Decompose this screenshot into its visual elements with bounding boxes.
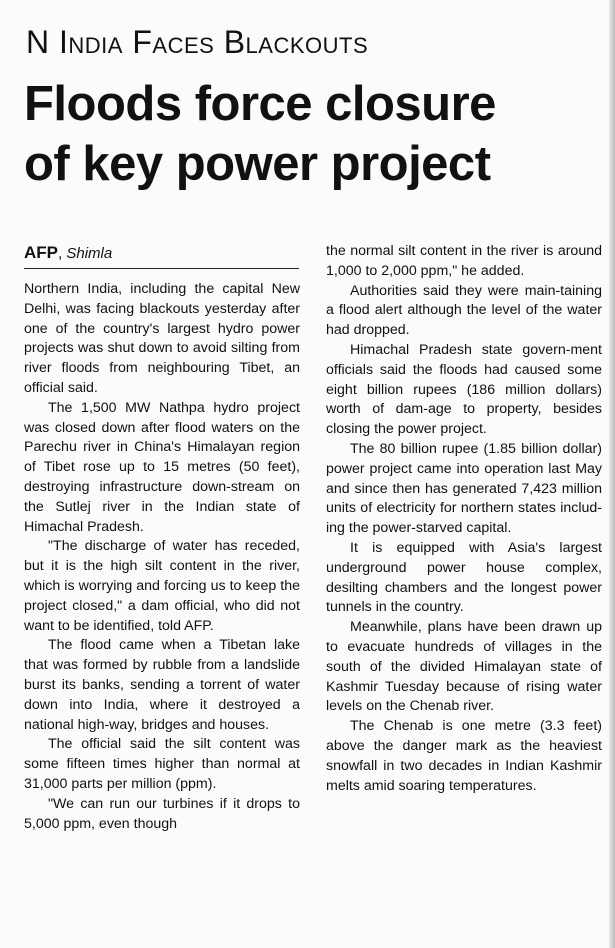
byline-rule	[24, 268, 299, 269]
paragraph: The flood came when a Tibetan lake that was formed by rubble from a landslide burst its banks, sending a torrent of water down into India, where it destroyed a national high-way, bridges and houses.	[24, 637, 300, 733]
paragraph: It is equipped with Asia's largest underground power house complex, desilting chambers and the longest power tunnels in the country.	[326, 539, 602, 616]
byline-agency: AFP	[24, 243, 58, 262]
article-kicker: N India Faces Blackouts	[26, 24, 369, 60]
paragraph: Authorities said they were main-taining a flood alert although the level of the water had dropped.	[326, 282, 602, 339]
paragraph: The Chenab is one metre (3.3 feet) above the danger mark as the heaviest snowfall in two decades in Indian Kashmir melts amid soaring temperatures.	[326, 718, 602, 794]
page-edge-shadow	[609, 0, 615, 948]
paragraph: Meanwhile, plans have been drawn up to evacuate hundreds of villages in the south of the divided Himalayan state of Kashmir Tuesday because of rising water levels on the Chenab river.	[326, 619, 602, 715]
paragraph: The 1,500 MW Nathpa hydro project was closed down after flood waters on the Parechu river in China's Himalayan region of Tibet rose up to 15 metres (50 feet), destroying infrastructure down-stream on the Sutlej river in the Indian state of Himachal Pradesh.	[24, 399, 300, 535]
byline-place: Shimla	[66, 245, 113, 262]
headline-line-1: Floods force closure	[24, 77, 496, 131]
article-headline	[24, 74, 604, 194]
paragraph: The 80 billion rupee (1.85 billion dollar) power project came into operation last May and since then has generated 7,423 million units of electricity for northern states includ-ing the power-starved capital.	[326, 440, 602, 537]
paragraph: "We can run our turbines if it drops to 5,000 ppm, even though	[24, 795, 300, 832]
headline-line-2: of key power project	[24, 137, 491, 191]
byline	[24, 244, 112, 263]
body-column-1	[24, 280, 300, 834]
body-column-2	[326, 242, 602, 796]
paragraph: Himachal Pradesh state govern-ment officials said the floods had caused some eight billion rupees (186 million dollars) worth of dam-age to property, besides closing the power project.	[326, 341, 602, 438]
paragraph: Northern India, including the capital New Delhi, was facing blackouts yesterday after one of the country's largest hydro power projects was shut down to avoid silting from river floods from neighbouring Tibet, an official said.	[24, 281, 300, 396]
paragraph: "The discharge of water has receded, but it is the high silt content in the river, which is worrying and forcing us to keep the project closed," a dam official, who did not want to be identified, told AFP.	[24, 538, 300, 634]
paragraph: The official said the silt content was some fifteen times higher than normal at 31,000 parts per million (ppm).	[24, 736, 300, 792]
paragraph: the normal silt content in the river is around 1,000 to 2,000 ppm," he added.	[326, 243, 602, 279]
byline-separator: ,	[58, 245, 67, 262]
